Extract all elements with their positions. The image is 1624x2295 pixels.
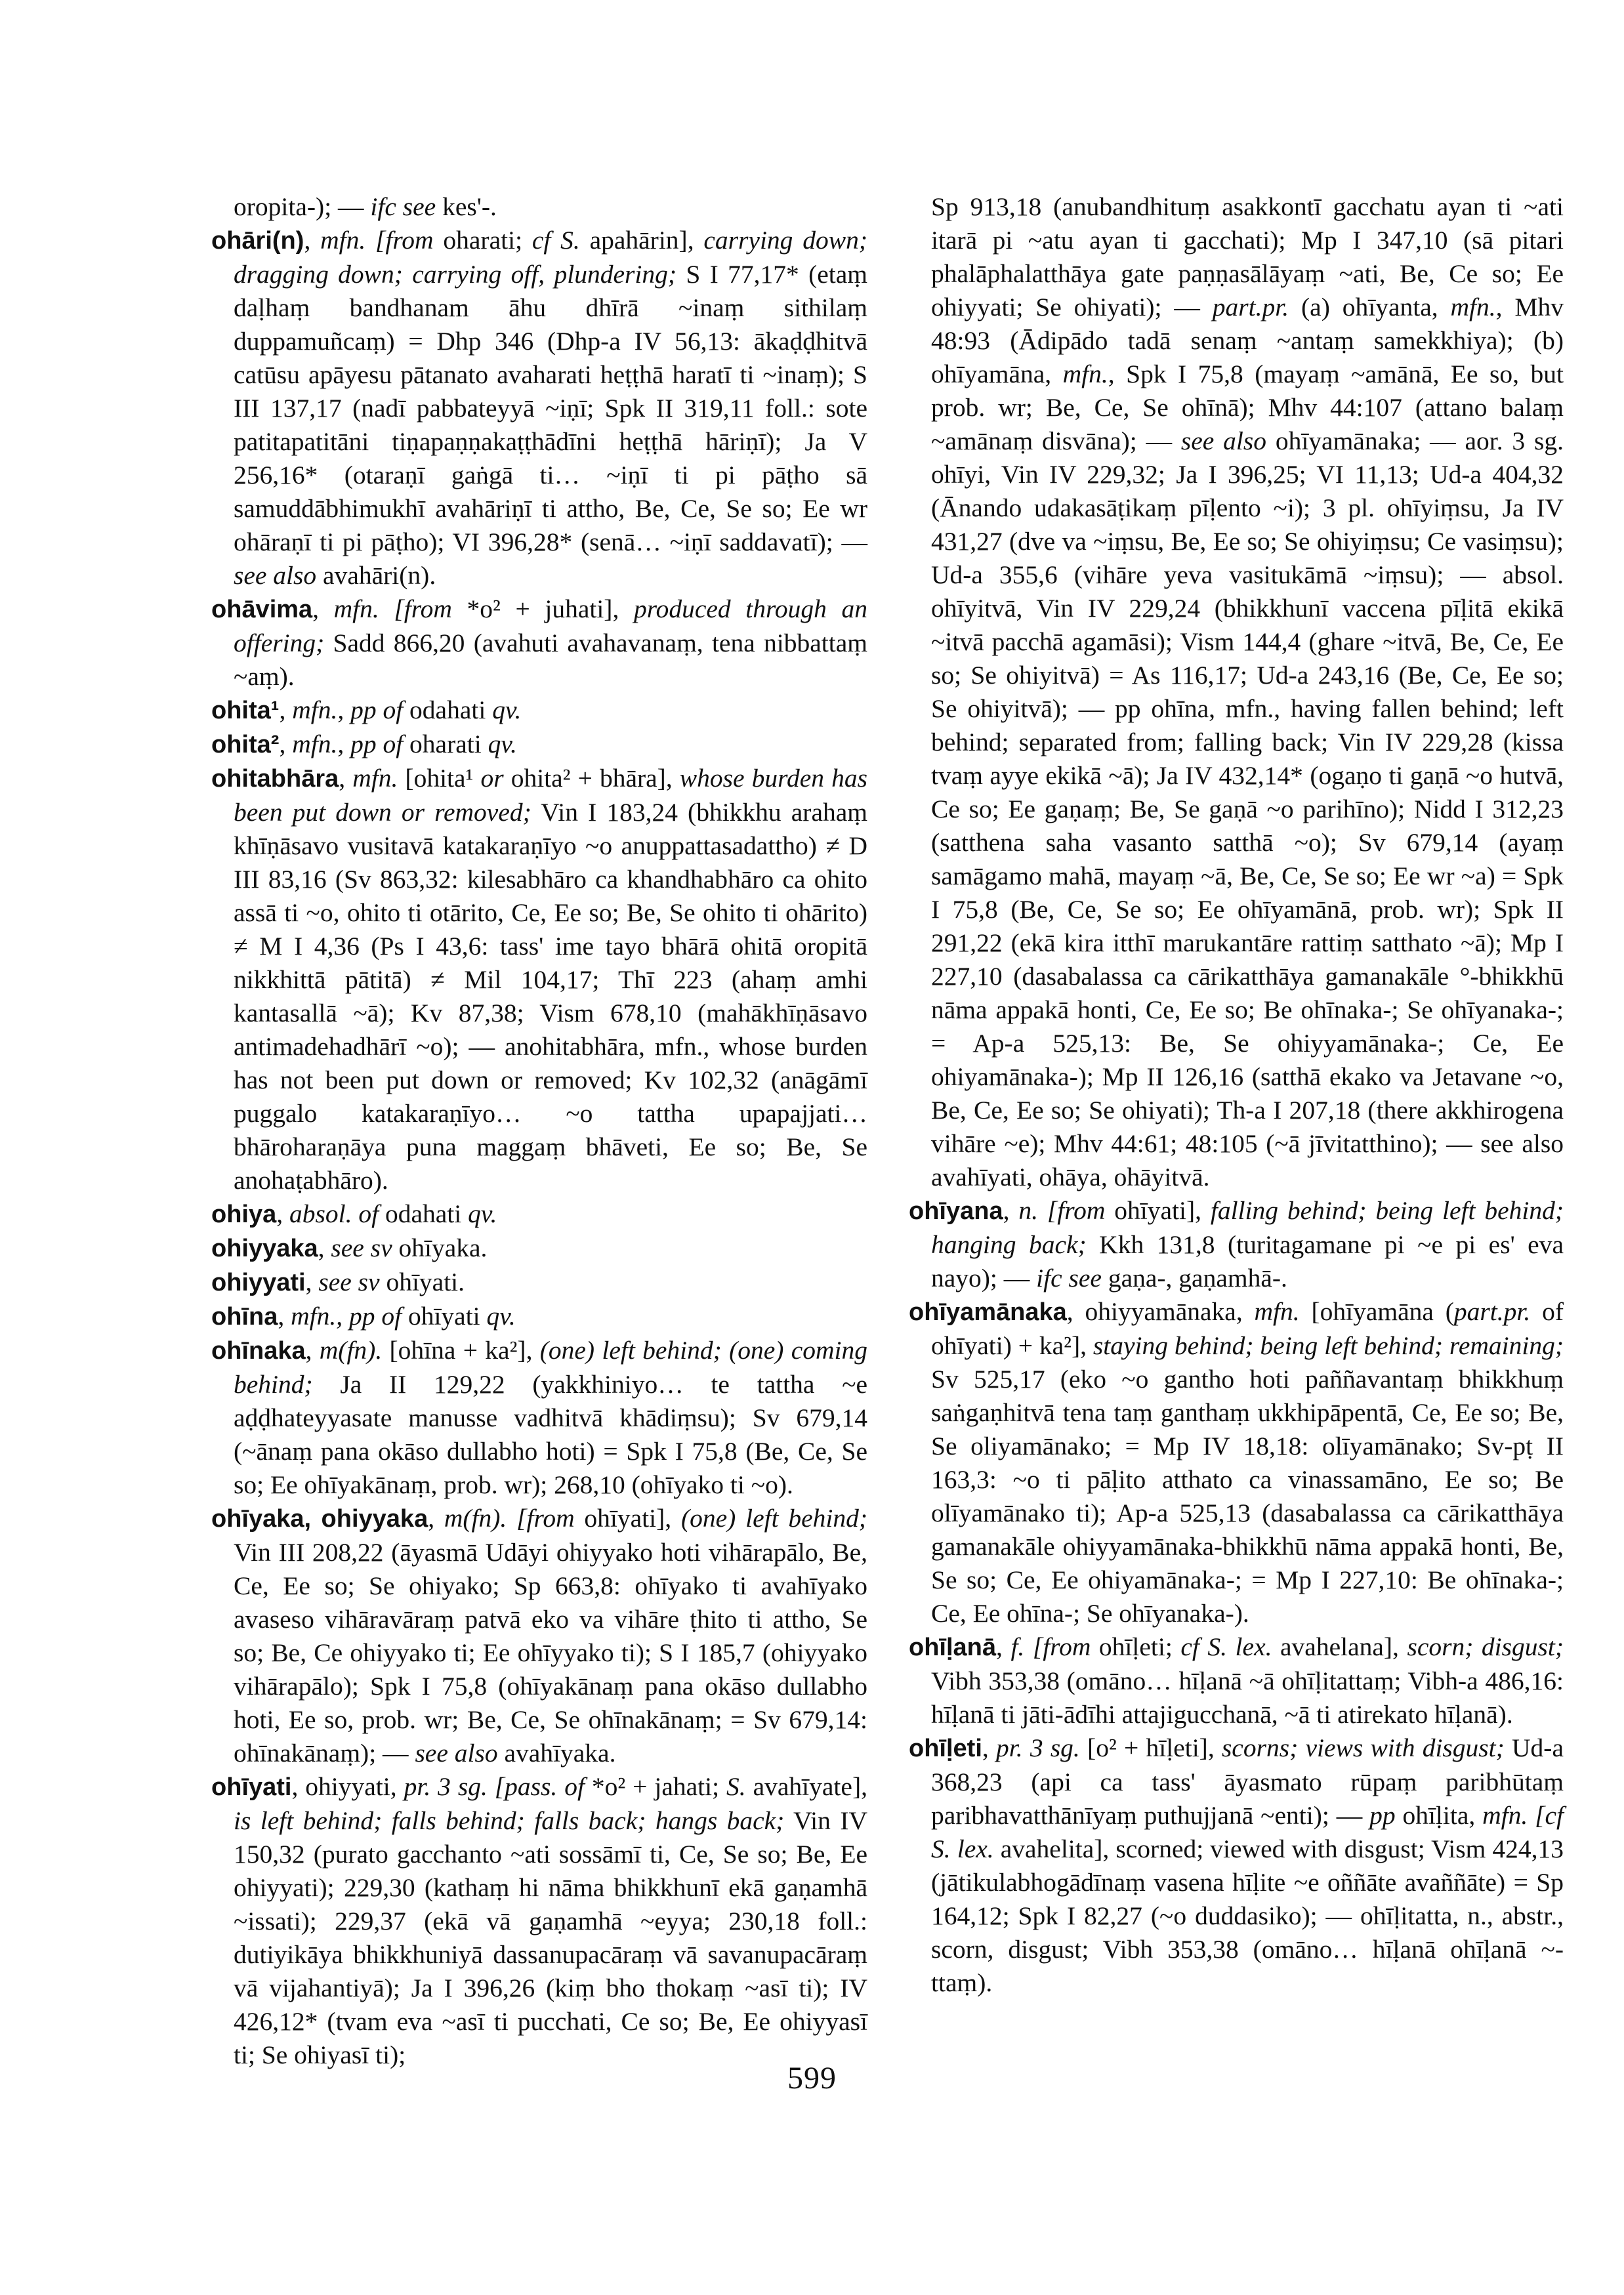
dictionary-entry bbox=[211, 592, 867, 693]
headword: ohita² bbox=[211, 731, 280, 758]
entry-text: Sadd 866,20 (avahuti avahavanaṃ, tena nibbattaṃ ~aṃ). bbox=[234, 629, 867, 691]
entry-text: avahīyate], bbox=[745, 1772, 867, 1801]
entry-text: gaṇa-, gaṇamhā-. bbox=[1101, 1264, 1287, 1292]
entry-italic: mfn., pp of bbox=[292, 695, 404, 724]
entry-text: ohīḷeti; bbox=[1091, 1632, 1181, 1661]
entry-text: , bbox=[312, 594, 334, 623]
entry-text: odahati bbox=[379, 1199, 468, 1228]
entry-text: apahārin], bbox=[579, 226, 704, 255]
right-column bbox=[909, 190, 1564, 2000]
dictionary-entry bbox=[211, 224, 867, 592]
dictionary-entry bbox=[211, 1231, 867, 1266]
entry-italic: carrying down; dragging down; carrying off, plundering; bbox=[234, 226, 867, 289]
entry-text: , bbox=[305, 1268, 319, 1296]
entry-italic: mfn., bbox=[1062, 360, 1115, 388]
dictionary-entry bbox=[211, 762, 867, 1197]
entry-text: (a) ohīyanta, bbox=[1289, 293, 1451, 321]
dictionary-entry bbox=[211, 1266, 867, 1300]
dictionary-entry bbox=[211, 190, 867, 224]
entry-italic: ifc see bbox=[370, 192, 436, 221]
entry-text: , bbox=[305, 1336, 320, 1365]
headword: ohitabhāra bbox=[211, 765, 339, 793]
left-column bbox=[211, 190, 867, 2072]
entry-text: avahelita], scorned; viewed with disgust; Vism 424,13 (jātikulabhogādīnaṃ vasena hīḷite ~e oññāte avaññāte) = Sp 164,12; Spk I 82,27 (~o duddasiko); — ohīḷitatta, n., abstr., scorn, disgust; Vibh 353,38 (omāno… hīḷanā ohīḷanā ~-ttaṃ). bbox=[931, 1834, 1564, 1997]
headword: ohiyyati bbox=[211, 1269, 306, 1296]
entry-text: Ud-a 368,23 (api ca tass' āyasmato rūpaṃ paribhūtaṃ paribhavatthānīyaṃ puthujjanā ~enti); — bbox=[931, 1733, 1564, 1830]
headword: ohāvima bbox=[211, 596, 313, 623]
headword: ohiya bbox=[211, 1201, 277, 1228]
entry-italic: mfn. bbox=[352, 764, 398, 793]
headword: ohīyaka, ohiyyaka bbox=[211, 1505, 428, 1533]
entry-italic: see also bbox=[234, 561, 317, 590]
entry-text: ohīyati bbox=[402, 1302, 487, 1331]
entry-text: Vin IV 150,32 (purato gacchanto ~ati sossāmī ti, Ce, Se so; Be, Ee ohiyyati); 229,30 (kathaṃ hi nāma bhikkhunī ekā gaṇamhā ~issati); 229,37 (ekā vā gaṇamhā ~eyya; 230,18 foll.: dutiyikāya bhikkhuniyā dassanupacāraṃ vā savanupacāraṃ vā vijahantiyā); Ja I 396,26 (kiṃ bho thokaṃ ~asī ti); IV 426,12* (tvam eva ~asī ti pucchati, Ce so; Be, Ee ohiyyasī ti; Se ohiyasī ti); bbox=[234, 1806, 867, 2069]
entry-italic: staying behind; being left behind; remaining; bbox=[1093, 1331, 1564, 1360]
entry-text: oharati; bbox=[433, 226, 532, 255]
entry-italic: ifc see bbox=[1036, 1264, 1102, 1292]
entry-italic: see also bbox=[415, 1739, 498, 1768]
entry-italic: scorn; disgust; bbox=[1407, 1632, 1564, 1661]
entry-italic: mfn., pp of bbox=[292, 730, 404, 758]
entry-italic: whose burden has been put down or removed; bbox=[234, 764, 868, 827]
entry-text: Spk I 75,8 (mayaṃ ~amānā, Ee so, but prob. wr; Be, Ce, Se ohīnā); Mhv 44:107 (attano balaṃ ~amānaṃ disvāna); — bbox=[931, 360, 1564, 455]
entry-text: ohīḷita, bbox=[1395, 1801, 1483, 1830]
entry-text: odahati bbox=[403, 695, 493, 724]
dictionary-entry bbox=[909, 1295, 1564, 1630]
entry-italic: part.pr. bbox=[1212, 293, 1289, 321]
entry-text: , bbox=[996, 1632, 1011, 1661]
entry-italic: cf S. bbox=[531, 226, 580, 255]
entry-text: Sv 525,17 (eko ~o gantho hoti paññavantaṃ bhikkhuṃ saṅgaṇhitvā tena taṃ ganthaṃ ukkhipāpentā, Ce, Ee so; Be, Se oliyamānako; = Mp IV 18,18: olīyamānako; Sv-pṭ II 163,3: ~o ti pāḷito atthato ca vinassamāno, Ee so; Be olīyamānako ti); Ap-a 525,13 (dasabalassa ca cārikatthāya gamanakāle ohiyyamānaka-bhikkhū nāma appakā honti, Be, Se so; Ce, Ee ohiyamānaka-; = Mp I 227,10: Be ohīnaka-; Ce, Ee ohīna-; Se ohīyanaka-). bbox=[931, 1365, 1564, 1628]
headword: ohita¹ bbox=[211, 697, 280, 724]
entry-italic: pr. 3 sg. [pass. of bbox=[404, 1772, 585, 1801]
entry-italic: absol. of bbox=[289, 1199, 379, 1228]
entry-text: Vin I 183,24 (bhikkhu arahaṃ khīṇāsavo vusitavā katakaraṇīyo ~o anuppattasadattho) ≠ D III 83,16 (Sv 863,32: kilesabhāro ca khandhabhāro ca ohito assā ti ~o, ohito ti otārito, Ce, Ee so; Be, Se ohito ti ohārito) ≠ M I 4,36 (Ps I 43,6: tass' ime tayo bhārā ohitā oropitā nikkhittā pātitā) ≠ Mil 104,17; Thī 223 (ahaṃ amhi kantasallā ~ā); Kv 87,38; Vism 678,10 (mahākhīṇāsavo antimadehadhārī ~o); — bbox=[234, 798, 867, 1061]
entry-italic: qv. bbox=[486, 1302, 516, 1331]
entry-text: ohīyati. bbox=[379, 1268, 465, 1296]
entry-italic: pp bbox=[1369, 1801, 1396, 1830]
dictionary-entry bbox=[211, 1334, 867, 1502]
entry-italic: produced through an offering; bbox=[234, 594, 868, 657]
entry-italic: mfn. bbox=[1254, 1297, 1300, 1326]
entry-text: , ohiyyamānaka, bbox=[1066, 1297, 1255, 1326]
entry-text: ohita² + bhāra], bbox=[503, 764, 680, 793]
headword: ohīna bbox=[211, 1303, 278, 1331]
entry-text: , bbox=[279, 695, 293, 724]
entry-italic: qv. bbox=[468, 1199, 497, 1228]
entry-text: kes'-. bbox=[436, 192, 497, 221]
page-number: 599 bbox=[787, 2061, 837, 2096]
entry-italic: mfn., bbox=[1450, 293, 1503, 321]
headword: ohiyyaka bbox=[211, 1235, 318, 1262]
dictionary-entry bbox=[909, 190, 1564, 1194]
entry-text: Vin III 208,22 (āyasmā Udāyi ohiyyako hoti vihārapālo, Be, Ce, Ee so; Se ohiyako; Sp 663,8: ohīyako ti avahīyako avaseso vihāravāraṃ patvā eko va vihāre ṭhito ti attho, Se so; Be, Ce ohiyyako ti; Ee ohīyyako ti); S I 185,7 (ohiyyako vihārapālo); Spk I 75,8 (ohīyakānaṃ pana okāso dullabho hoti, Ee so, prob. wr; Be, Ce, Se ohīnakānaṃ; = Sv 679,14: ohīnakānaṃ); — bbox=[234, 1538, 867, 1768]
entry-text: , bbox=[276, 1199, 289, 1228]
entry-text: ohīyamānaka; — aor. 3 sg. ohīyi, Vin IV 229,32; Ja I 396,25; VI 11,13; Ud-a 404,32 (Ānando udakasāṭikaṃ pīḷento ~i); 3 pl. ohīyiṃsu, Ja IV 431,27 (dve va ~iṃsu, Be, Ee so; Se ohiyiṃsu; Ce vasiṃsu); Ud-a 355,6 (vihāre yeva vasitukāmā ~iṃsu); — absol. ohīyitvā, Vin IV 229,24 (bhikkhunī vaccena pīḷitā ekikā ~itvā pacchā agamāsi); Vism 144,4 (ghare ~itvā, Be, Ce, Ee so; Se ohiyitvā) = As 116,17; Ud-a 243,16 (Be, Ce, Ee so; Se ohiyitvā); — pp ohīna, mfn., having fallen behind; left behind; separated from; falling back; Vin IV 229,28 (kissa tvaṃ ayye ekikā ~ā); Ja IV 432,14* (ogaṇo ti gaṇā ~o hutvā, Ce so; Ee gaṇaṃ; Be, Se gaṇā ~o parihīno); Nidd I 312,23 (satthena saha vasanto satthā ~o); Sv 679,14 (ayaṃ samāgamo mahā, mayaṃ ~ā, Be, Ce, Se so; Ee wr ~a) = Spk I 75,8 (Be, Ce, Se so; Ee ohīyamānā, prob. wr); Spk II 291,22 (ekā kira itthī marukantāre rattiṃ satthato ~ā); Mp I 227,10 (dasabalassa ca cārikatthāya gamanakāle °-bhikkhū nāma appakā honti, Ce, Ee so; Be ohīnaka-; Se ohīyanaka-; = Ap-a 525,13: Be, Se ohiyyamānaka-; Ce, Ee ohiyamānaka-); Mp II 126,16 (satthā ekako va Jetavane ~o, Be, Ce, Ee so; Se ohiyati); Th-a I 207,18 (there akkhirogena vihāre ~e); Mhv 44:61; 48:105 (~ā jīvitatthino); — see also avahīyati, ohāya, ohāyitvā. bbox=[931, 426, 1564, 1191]
entry-text: ohīyaka. bbox=[392, 1233, 488, 1262]
entry-italic: m(fn). [from bbox=[444, 1504, 575, 1533]
entry-text: , bbox=[279, 730, 293, 758]
entry-italic: m(fn). bbox=[319, 1336, 383, 1365]
entry-italic: qv. bbox=[488, 730, 517, 758]
entry-text: anohitabhāra, mfn., whose burden has not been put down or removed; Kv 102,32 (anāgāmī puggalo katakaraṇīyo… ~o tattha upapajjati… bhāroharaṇāya puna maggaṃ bhāveti, Ee so; Be, Se anohaṭabhāro). bbox=[234, 1032, 867, 1195]
dictionary-entry bbox=[211, 1770, 867, 2072]
headword: ohāri(n) bbox=[211, 227, 304, 255]
dictionary-entry bbox=[211, 728, 867, 762]
entry-italic: (one) left behind; bbox=[680, 1504, 868, 1533]
entry-italic: cf S. lex. bbox=[1180, 1632, 1272, 1661]
entry-text: [ohīna + ka²], bbox=[382, 1336, 540, 1365]
entry-text: , bbox=[428, 1504, 444, 1533]
entry-italic: falling behind; being left behind; hanging back; bbox=[931, 1196, 1564, 1259]
entry-text: , bbox=[278, 1302, 291, 1331]
entry-text: ohīyati], bbox=[1105, 1196, 1211, 1225]
entry-text: Ja II 129,22 (yakkhiniyo… te tattha ~e aḍḍhateyyasate manusse vadhitvā khādiṃsu); Sv 679,14 (~ānaṃ pana okāso dullabho hoti) = Spk I 75,8 (Be, Ce, Se so; Ee ohīyakānaṃ, prob. wr); 268,10 (ohīyako ti ~o). bbox=[234, 1370, 867, 1499]
entry-text: , bbox=[982, 1733, 996, 1762]
headword: ohīḷanā bbox=[909, 1634, 997, 1661]
entry-text: , bbox=[339, 764, 353, 793]
entry-italic: mfn. [from bbox=[320, 226, 434, 255]
dictionary-entry bbox=[211, 1502, 867, 1770]
entry-italic: part.pr. bbox=[1453, 1297, 1531, 1326]
entry-text: S I 77,17* (etaṃ daḷhaṃ bandhanam āhu dhīrā ~inaṃ sithilaṃ duppamuñcaṃ) = Dhp 346 (Dhp-a IV 56,13: ākaḍḍhitvā catūsu apāyesu pātanato avaharati heṭṭhā haratī ti ~inaṃ); S III 137,17 (nadī pabbateyyā ~iṇī; Spk II 319,11 foll.: sote patitapatitāni tiṇapaṇṇakaṭṭhādīni heṭṭhā hāriṇī); Ja V 256,16* (otaraṇī gaṅgā ti… ~iṇī ti pi pāṭho sā samuddābhimukhī avahāriṇī ti attho, Be, Ce, Se so; Ee wr ohāraṇī ti pi pāṭho); VI 396,28* (senā… ~iṇī saddavatī); — bbox=[234, 260, 867, 556]
entry-text: Kkh 131,8 (turitagamane pi ~e pi es' eva nayo); — bbox=[931, 1230, 1564, 1292]
entry-italic: n. [from bbox=[1018, 1196, 1106, 1225]
entry-italic: mfn. [cf S. lex. bbox=[931, 1801, 1564, 1863]
entry-italic: pr. 3 sg. bbox=[996, 1733, 1080, 1762]
entry-italic: scorns; views with disgust; bbox=[1221, 1733, 1505, 1762]
headword: ohīḷeti bbox=[909, 1735, 982, 1762]
entry-text: Sp 913,18 (anubandhituṃ asakkontī gacchatu ayan ti ~ati itarā pi ~atu ayan ti gacchati); Mp I 347,10 (sā pitari phalāphalatthāya gate paṇṇasālāyaṃ ~ati, Be, Ce so; Ee ohiyyati; Se ohiyati); — bbox=[931, 192, 1564, 321]
entry-text: [ohīyamāna ( bbox=[1299, 1297, 1454, 1326]
entry-text: Vibh 353,38 (omāno… hīḷanā ~ā ohīḷitattaṃ; Vibh-a 486,16: hīḷanā ti jāti-ādīhi attajigucchanā, ~ā ti atirekato hīḷanā). bbox=[931, 1666, 1564, 1729]
entry-text: Mhv 48:93 (Ādipādo tadā senaṃ ~antaṃ samekkhiya); (b) ohīyamāna, bbox=[931, 293, 1564, 388]
entry-italic: f. [from bbox=[1010, 1632, 1091, 1661]
entry-text: , ohiyyati, bbox=[291, 1772, 404, 1801]
headword: ohīnaka bbox=[211, 1337, 306, 1365]
headword: ohīyana bbox=[909, 1197, 1003, 1225]
dictionary-entry bbox=[909, 1630, 1564, 1731]
entry-text: , bbox=[318, 1233, 331, 1262]
dictionary-entry bbox=[211, 1300, 867, 1334]
entry-text: *o² + jahati; bbox=[584, 1772, 727, 1801]
entry-italic: see sv bbox=[331, 1233, 392, 1262]
entry-text: , bbox=[1003, 1196, 1019, 1225]
entry-text: oropita-); — bbox=[234, 192, 371, 221]
entry-text: avahāri(n). bbox=[316, 561, 436, 590]
entry-text: ohīyati], bbox=[574, 1504, 681, 1533]
entry-italic: or bbox=[480, 764, 504, 793]
dictionary-entry bbox=[211, 1197, 867, 1231]
entry-text: oharati bbox=[403, 730, 488, 758]
entry-italic: (one) left behind; (one) coming behind; bbox=[234, 1336, 868, 1399]
dictionary-entry bbox=[909, 1194, 1564, 1295]
entry-text: [ohita¹ bbox=[398, 764, 481, 793]
headword: ohīyati bbox=[211, 1773, 292, 1801]
entry-text: avahīyaka. bbox=[497, 1739, 616, 1768]
entry-italic: mfn. [from bbox=[333, 594, 452, 623]
entry-text: [o² + hīḷeti], bbox=[1079, 1733, 1222, 1762]
entry-italic: is left behind; falls behind; falls back; hangs back; bbox=[234, 1806, 785, 1835]
entry-italic: see also bbox=[1180, 426, 1266, 455]
entry-text: *o² + juhati], bbox=[451, 594, 634, 623]
entry-italic: see sv bbox=[318, 1268, 380, 1296]
entry-italic: qv. bbox=[492, 695, 522, 724]
dictionary-entry bbox=[211, 693, 867, 728]
entry-text: , bbox=[304, 226, 321, 255]
entry-text: avahelana], bbox=[1272, 1632, 1407, 1661]
dictionary-entry bbox=[909, 1731, 1564, 2000]
entry-italic: mfn., pp of bbox=[291, 1302, 402, 1331]
headword: ohīyamānaka bbox=[909, 1298, 1067, 1326]
entry-italic: S. bbox=[726, 1772, 746, 1801]
entry-text: of ohīyati) + ka²], bbox=[931, 1297, 1564, 1360]
